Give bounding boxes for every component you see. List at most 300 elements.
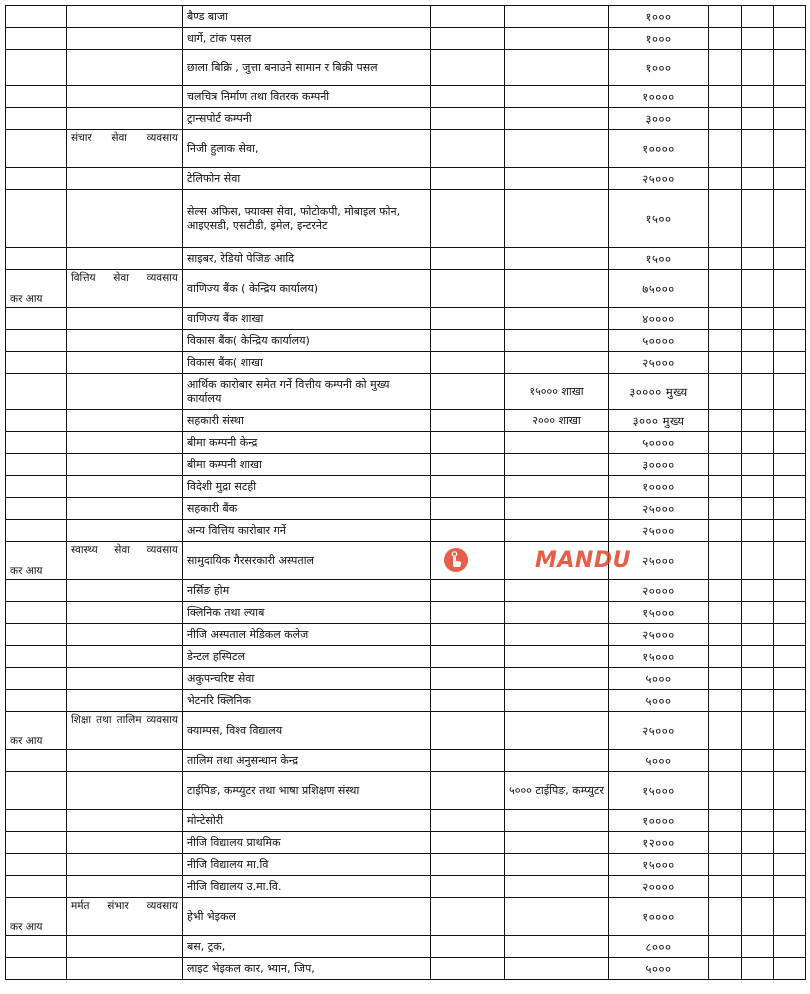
name-text: टेलिफोन सेवा xyxy=(187,171,241,185)
name-text: बैण्ड बाजा xyxy=(187,9,229,23)
blank-cell xyxy=(742,308,774,330)
name-text: आर्थिक कारोबार समेत गर्ने वित्तीय कम्पनी को मुख्य कार्यालय xyxy=(187,377,390,405)
tax-type-cell xyxy=(6,374,67,410)
watermark xyxy=(443,547,631,573)
blank-cell xyxy=(774,86,806,108)
blank-cell xyxy=(742,602,774,624)
name-text: विकास बैंक( शाखा xyxy=(187,355,263,369)
blank-cell xyxy=(774,352,806,374)
tax-type-cell xyxy=(6,958,67,980)
business-category-cell xyxy=(67,832,183,854)
blank-cell xyxy=(709,936,742,958)
amount-text: ४०००० xyxy=(642,311,675,326)
blank-cell xyxy=(709,668,742,690)
amount-text: २५००० xyxy=(642,355,675,370)
blank-cell xyxy=(709,958,742,980)
business-category-cell xyxy=(67,6,183,28)
amount-text: १५००० xyxy=(642,783,675,798)
blank-cell xyxy=(709,432,742,454)
business-name-cell xyxy=(183,50,431,86)
name-text: नर्सिङ होम xyxy=(187,583,230,597)
blank-cell xyxy=(709,498,742,520)
blank-cell xyxy=(709,248,742,270)
blank-cell xyxy=(431,432,505,454)
amount-cell xyxy=(609,168,709,190)
tax-text: कर आय xyxy=(10,735,43,747)
blank-cell xyxy=(431,270,505,308)
amount-text: १००० xyxy=(645,60,672,75)
blank-cell xyxy=(709,772,742,810)
blank-cell xyxy=(431,958,505,980)
branch-rate-cell xyxy=(505,854,609,876)
business-name-cell xyxy=(183,168,431,190)
blank-cell xyxy=(709,690,742,712)
hand-tap-icon xyxy=(443,547,469,573)
blank-cell xyxy=(742,6,774,28)
branch-rate-cell xyxy=(505,958,609,980)
branch-rate-cell xyxy=(505,410,609,432)
amount-text: १०००० xyxy=(642,813,675,828)
amount-cell xyxy=(609,712,709,750)
blank-cell xyxy=(774,454,806,476)
business-name-cell xyxy=(183,958,431,980)
tax-type-cell xyxy=(6,542,67,580)
blank-cell xyxy=(742,50,774,86)
table-row xyxy=(6,876,806,898)
blank-cell xyxy=(742,454,774,476)
amount-text: २५००० xyxy=(642,627,675,642)
blank-cell xyxy=(709,542,742,580)
section-text: संचार सेवा व्यवसाय xyxy=(71,132,178,144)
business-category-cell xyxy=(67,542,183,580)
business-category-cell xyxy=(67,28,183,50)
name-text: अकुपन्चरिष्ट सेवा xyxy=(187,671,255,685)
table-row xyxy=(6,50,806,86)
business-name-cell xyxy=(183,108,431,130)
blank-cell xyxy=(431,520,505,542)
amount-text: १५००० xyxy=(642,649,675,664)
blank-cell xyxy=(742,854,774,876)
blank-cell xyxy=(774,520,806,542)
name-text: निजी हुलाक सेवा, xyxy=(187,141,259,155)
business-category-cell xyxy=(67,248,183,270)
blank-cell xyxy=(709,898,742,936)
table-row xyxy=(6,86,806,108)
blank-cell xyxy=(774,854,806,876)
blank-cell xyxy=(742,410,774,432)
tax-type-cell xyxy=(6,190,67,248)
tax-type-cell xyxy=(6,580,67,602)
amount-cell xyxy=(609,876,709,898)
blank-cell xyxy=(709,810,742,832)
blank-cell xyxy=(742,580,774,602)
blank-cell xyxy=(774,832,806,854)
section-text: मर्मत संभार व्यवसाय xyxy=(71,900,178,912)
business-category-cell xyxy=(67,936,183,958)
blank-cell xyxy=(774,624,806,646)
blank-cell xyxy=(431,750,505,772)
business-category-cell xyxy=(67,958,183,980)
amount-text: ३००० xyxy=(645,111,672,126)
amount-text: १०००० xyxy=(642,479,675,494)
name-text: नीजि विद्यालय प्राथमिक xyxy=(187,835,281,849)
tax-type-cell xyxy=(6,750,67,772)
amount-text: ३००० मुख्य xyxy=(632,413,685,428)
business-name-cell xyxy=(183,542,431,580)
branch-rate-cell xyxy=(505,454,609,476)
blank-cell xyxy=(774,936,806,958)
blank-cell xyxy=(431,454,505,476)
branch-rate-cell xyxy=(505,86,609,108)
branch-rate-cell xyxy=(505,270,609,308)
tax-type-cell xyxy=(6,410,67,432)
blank-cell xyxy=(774,772,806,810)
name-text: मोन्टेसोरी xyxy=(187,813,224,827)
amount-cell xyxy=(609,772,709,810)
blank-cell xyxy=(774,668,806,690)
name-text: भेटनरि क्लिनिक xyxy=(187,693,251,707)
business-category-cell xyxy=(67,624,183,646)
tax-type-cell xyxy=(6,832,67,854)
blank-cell xyxy=(774,330,806,352)
blank-cell xyxy=(742,270,774,308)
blank-cell xyxy=(774,374,806,410)
branch-rate-cell xyxy=(505,108,609,130)
tax-type-cell xyxy=(6,498,67,520)
blank-cell xyxy=(709,50,742,86)
amount-text: १५०० xyxy=(645,211,672,226)
business-name-cell xyxy=(183,498,431,520)
branch-rate-cell xyxy=(505,810,609,832)
blank-cell xyxy=(774,542,806,580)
branch-rate-cell xyxy=(505,936,609,958)
tax-type-cell xyxy=(6,330,67,352)
blank-cell xyxy=(774,190,806,248)
amount-text: २५००० xyxy=(642,501,675,516)
branch-rate-cell xyxy=(505,580,609,602)
amount-text: १०००० xyxy=(642,909,675,924)
blank-cell xyxy=(742,130,774,168)
blank-cell xyxy=(431,374,505,410)
name-text: क्लिनिक तथा ल्याब xyxy=(187,605,265,619)
table-row xyxy=(6,958,806,980)
business-name-cell xyxy=(183,602,431,624)
business-name-cell xyxy=(183,190,431,248)
blank-cell xyxy=(431,410,505,432)
blank-cell xyxy=(774,690,806,712)
business-name-cell xyxy=(183,130,431,168)
tax-type-cell xyxy=(6,130,67,168)
amount-cell xyxy=(609,602,709,624)
blank-cell xyxy=(774,6,806,28)
blank-cell xyxy=(742,810,774,832)
blank-cell xyxy=(774,750,806,772)
table-row xyxy=(6,668,806,690)
blank-cell xyxy=(774,432,806,454)
branch-rate-cell xyxy=(505,520,609,542)
tax-type-cell xyxy=(6,876,67,898)
name-text: अन्य वित्तिय कारोबार गर्ने xyxy=(187,523,286,537)
table-row xyxy=(6,936,806,958)
blank-cell xyxy=(742,168,774,190)
tax-type-cell xyxy=(6,690,67,712)
amount-text: २५००० xyxy=(642,171,675,186)
amount-text: १००० xyxy=(645,31,672,46)
blank-cell xyxy=(709,646,742,668)
blank-cell xyxy=(774,410,806,432)
amount-cell xyxy=(609,352,709,374)
name-text: ट्रान्सपोर्ट कम्पनी xyxy=(187,111,252,125)
amount-cell xyxy=(609,190,709,248)
blank-cell xyxy=(709,352,742,374)
blank-cell xyxy=(431,28,505,50)
blank-cell xyxy=(774,712,806,750)
branch-rate-cell xyxy=(505,374,609,410)
watermark-text: MANDU xyxy=(535,547,631,573)
name-text: वाणिज्य बैंक ( केन्द्रिय कार्यालय) xyxy=(187,281,319,295)
amount-cell xyxy=(609,750,709,772)
blank-cell xyxy=(431,352,505,374)
amount-cell xyxy=(609,668,709,690)
tax-type-cell xyxy=(6,432,67,454)
table-row xyxy=(6,854,806,876)
blank-cell xyxy=(709,832,742,854)
branch-rate-cell xyxy=(505,308,609,330)
name-text: सेल्स अफिस, फ्याक्स सेवा, फोटोकपी, मोबाइल फोन, आइएसडी, एसटीडी, इमेल, इन्टरनेट xyxy=(187,204,401,232)
blank-cell xyxy=(431,936,505,958)
tax-type-cell xyxy=(6,624,67,646)
blank-cell xyxy=(774,270,806,308)
blank-cell xyxy=(774,646,806,668)
table-row xyxy=(6,476,806,498)
blank-cell xyxy=(431,712,505,750)
amount-cell xyxy=(609,454,709,476)
table-row xyxy=(6,270,806,308)
section-text: शिक्षा तथा तालिम व्यवसाय xyxy=(71,714,178,726)
blank-cell xyxy=(742,936,774,958)
branch-rate-cell xyxy=(505,668,609,690)
blank-cell xyxy=(431,898,505,936)
branch-rate-cell xyxy=(505,330,609,352)
blank-cell xyxy=(709,86,742,108)
blank-cell xyxy=(709,454,742,476)
table-row xyxy=(6,520,806,542)
branch-rate-cell xyxy=(505,476,609,498)
blank-cell xyxy=(742,646,774,668)
blank-cell xyxy=(742,498,774,520)
amount-text: १५००० xyxy=(642,857,675,872)
tax-type-cell xyxy=(6,810,67,832)
business-category-cell xyxy=(67,476,183,498)
blank-cell xyxy=(774,580,806,602)
blank-cell xyxy=(431,476,505,498)
blank-cell xyxy=(742,330,774,352)
tax-type-cell xyxy=(6,854,67,876)
name-text: बस, ट्रक, xyxy=(187,939,226,953)
business-category-cell xyxy=(67,454,183,476)
business-name-cell xyxy=(183,410,431,432)
amount-cell xyxy=(609,432,709,454)
blank-cell xyxy=(709,374,742,410)
blank-cell xyxy=(709,308,742,330)
blank-cell xyxy=(709,476,742,498)
business-name-cell xyxy=(183,580,431,602)
business-name-cell xyxy=(183,646,431,668)
business-name-cell xyxy=(183,454,431,476)
blank-cell xyxy=(742,248,774,270)
business-category-cell xyxy=(67,646,183,668)
business-name-cell xyxy=(183,624,431,646)
blank-cell xyxy=(431,772,505,810)
name-text: नीजि विद्यालय मा.वि xyxy=(187,857,269,871)
business-category-cell xyxy=(67,520,183,542)
table-row xyxy=(6,898,806,936)
table-row xyxy=(6,580,806,602)
amount-text: २०००० xyxy=(642,583,675,598)
blank-cell xyxy=(774,168,806,190)
tax-text: कर आय xyxy=(10,293,43,305)
amount-cell xyxy=(609,28,709,50)
amount-text: ८००० xyxy=(645,939,672,954)
name-text: हेभी भेइकल xyxy=(187,909,236,923)
amount-text: २५००० xyxy=(642,553,675,568)
blank-cell xyxy=(742,432,774,454)
branch-rate-cell xyxy=(505,646,609,668)
blank-cell xyxy=(431,330,505,352)
amount-text: ३०००० xyxy=(642,457,675,472)
tax-type-cell xyxy=(6,712,67,750)
amount-cell xyxy=(609,248,709,270)
blank-cell xyxy=(431,86,505,108)
blank-cell xyxy=(431,108,505,130)
business-category-cell xyxy=(67,168,183,190)
branch-rate-cell xyxy=(505,876,609,898)
table-row xyxy=(6,646,806,668)
name-text: टाईपिङ, कम्प्युटर तथा भाषा प्रशिक्षण संस्था xyxy=(187,783,360,797)
business-category-cell xyxy=(67,772,183,810)
blank-cell xyxy=(709,580,742,602)
name-text: चलचित्र निर्माण तथा वितरक कम्पनी xyxy=(187,89,330,103)
blank-cell xyxy=(431,248,505,270)
blank-cell xyxy=(709,624,742,646)
blank-cell xyxy=(709,876,742,898)
amount-cell xyxy=(609,690,709,712)
blank-cell xyxy=(774,28,806,50)
blank-cell xyxy=(431,810,505,832)
table-row xyxy=(6,542,806,580)
blank-cell xyxy=(709,520,742,542)
branch-rate-cell xyxy=(505,712,609,750)
branch-rate-cell xyxy=(505,190,609,248)
tax-type-cell xyxy=(6,108,67,130)
amount-cell xyxy=(609,50,709,86)
amount-cell xyxy=(609,498,709,520)
table-row xyxy=(6,712,806,750)
name-text: तालिम तथा अनुसन्धान केन्द्र xyxy=(187,753,299,767)
amount-cell xyxy=(609,646,709,668)
business-name-cell xyxy=(183,668,431,690)
name-text: लाइट भेइकल कार, भ्यान, जिप, xyxy=(187,961,315,975)
amount-text: ५०००० xyxy=(642,333,675,348)
name-text: विकास बैंक( केन्द्रिय कार्यालय) xyxy=(187,333,310,347)
blank-cell xyxy=(774,958,806,980)
branch-rate-cell xyxy=(505,28,609,50)
tax-type-cell xyxy=(6,520,67,542)
branch-rate-cell xyxy=(505,602,609,624)
blank-cell xyxy=(774,810,806,832)
business-category-cell xyxy=(67,668,183,690)
business-category-cell xyxy=(67,308,183,330)
business-name-cell xyxy=(183,936,431,958)
amount-cell xyxy=(609,854,709,876)
business-name-cell xyxy=(183,810,431,832)
amount-text: ५००० xyxy=(645,693,672,708)
blank-cell xyxy=(709,410,742,432)
table-row xyxy=(6,352,806,374)
blank-cell xyxy=(431,646,505,668)
blank-cell xyxy=(742,690,774,712)
table-row xyxy=(6,28,806,50)
blank-cell xyxy=(742,876,774,898)
table-row xyxy=(6,432,806,454)
tax-type-cell xyxy=(6,772,67,810)
table-row xyxy=(6,168,806,190)
name-text: नीजि विद्यालय उ.मा.वि. xyxy=(187,879,282,893)
blank-cell xyxy=(742,476,774,498)
branch-rate-cell xyxy=(505,624,609,646)
blank-cell xyxy=(709,6,742,28)
name-text: सहकारी बैंक xyxy=(187,501,238,515)
branch-rate-cell xyxy=(505,248,609,270)
tax-type-cell xyxy=(6,270,67,308)
table-row xyxy=(6,690,806,712)
business-category-cell xyxy=(67,352,183,374)
section-text: स्वास्थ्य सेवा व्यवसाय xyxy=(71,544,178,556)
blank-cell xyxy=(742,712,774,750)
amount-cell xyxy=(609,624,709,646)
table-row xyxy=(6,602,806,624)
business-name-cell xyxy=(183,832,431,854)
table-row xyxy=(6,190,806,248)
business-name-cell xyxy=(183,308,431,330)
blank-cell xyxy=(431,624,505,646)
amount-text: १२००० xyxy=(642,835,675,850)
branch-rate-cell xyxy=(505,772,609,810)
name-text: छाला बिक्रि , जुत्ता बनाउने सामान र बिक्री पसल xyxy=(187,60,378,74)
amount-text: २५००० xyxy=(642,723,675,738)
branch-rate-cell xyxy=(505,6,609,28)
blank-cell xyxy=(431,580,505,602)
tax-type-cell xyxy=(6,308,67,330)
tax-type-cell xyxy=(6,454,67,476)
table-row xyxy=(6,6,806,28)
name-text: बीमा कम्पनी शाखा xyxy=(187,457,262,471)
business-category-cell xyxy=(67,410,183,432)
blank-cell xyxy=(431,190,505,248)
blank-cell xyxy=(742,832,774,854)
blank-cell xyxy=(709,130,742,168)
branch-rate-cell xyxy=(505,130,609,168)
business-name-cell xyxy=(183,854,431,876)
branch-rate-cell xyxy=(505,352,609,374)
blank-cell xyxy=(742,772,774,810)
amount-cell xyxy=(609,810,709,832)
blank-cell xyxy=(742,520,774,542)
business-name-cell xyxy=(183,772,431,810)
blank-cell xyxy=(742,624,774,646)
blank-cell xyxy=(431,668,505,690)
business-category-cell xyxy=(67,108,183,130)
